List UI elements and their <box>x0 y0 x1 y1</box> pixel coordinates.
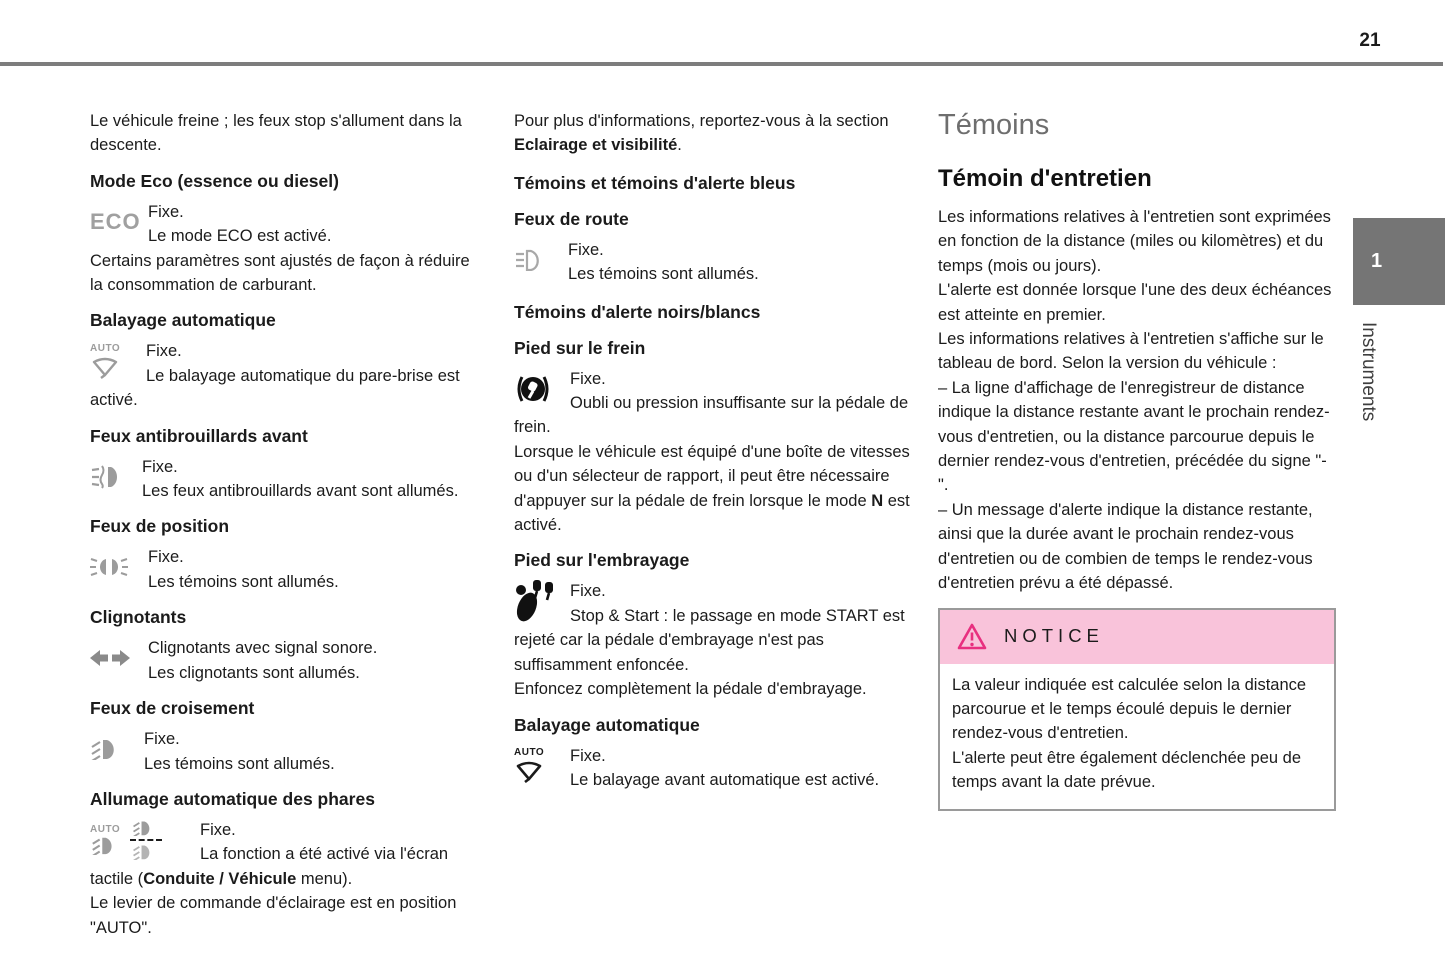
entry-heading: Pied sur l'embrayage <box>514 550 690 571</box>
entry-state: Fixe. <box>148 548 184 567</box>
entry-heading: Balayage automatique <box>514 714 700 735</box>
entry-note: Enfoncez complètement la pédale d'embrayage. <box>514 680 867 699</box>
entry-state: Clignotants avec signal sonore. <box>148 639 378 658</box>
chapter-tab <box>1353 218 1445 305</box>
entry-state: Fixe. <box>142 457 178 476</box>
auto-wiper-icon: AUTO <box>90 339 146 383</box>
notice-body <box>940 664 1334 809</box>
side-lamps-icon <box>90 545 148 589</box>
entry-description: Les témoins sont allumés. <box>568 265 759 284</box>
entry-description: Le mode ECO est activé. <box>148 227 332 246</box>
front-fog-lights-icon <box>90 455 142 499</box>
entry-description: Les clignotants sont allumés. <box>148 663 360 682</box>
entry-heading: Feux antibrouillards avant <box>90 425 308 446</box>
dipped-beam-icon <box>90 836 118 855</box>
chapter-tab-number: 1 <box>1371 250 1383 272</box>
dash-item: – Un message d'alerte indique la distance restante, ainsi que la durée avant le prochain rendez-vous d'entretien ou de combien de temps le rendez-vous d'entretien prévu a été dépassé. <box>938 500 1313 593</box>
entry-heading: Feux de croisement <box>90 698 255 719</box>
notice-header <box>940 610 1334 664</box>
body-paragraph: Les informations relatives à l'entretien sont exprimées en fonction de la distance (miles ou kilomètres) et du temps (mois ou jours). <box>938 208 1331 275</box>
entry-direction-indicators <box>90 606 484 685</box>
entry-side-lamps <box>90 515 484 594</box>
main-beam-icon <box>514 238 568 282</box>
entry-state: Fixe. <box>148 202 184 221</box>
entry-state: Fixe. <box>568 240 604 259</box>
headlamp-icon <box>130 844 156 860</box>
entry-note: Le levier de commande d'éclairage est en position "AUTO". <box>90 894 457 937</box>
auto-headlamps-icon: AUTO <box>90 818 200 862</box>
wiper-icon <box>514 759 544 783</box>
entry-heading: Pied sur le frein <box>514 337 646 358</box>
body-paragraph: Les informations relatives à l'entretien s'affiche sur le tableau de bord. Selon la version du véhicule : <box>938 330 1324 373</box>
entry-description: Les témoins sont allumés. <box>144 754 335 773</box>
entry-heading: Feux de position <box>90 516 230 537</box>
entry-note: Lorsque le véhicule est équipé d'une boîte de vitesses ou d'un sélecteur de rapport, il peut être nécessaire d'appuyer sur la pédale de frein lorsque le mode N est activé. <box>514 442 910 535</box>
notice-box <box>938 608 1336 811</box>
page-number: 21 <box>1359 30 1381 51</box>
entry-heading: Feux de route <box>514 208 629 229</box>
entry-state: Fixe. <box>570 746 606 765</box>
entry-description: Les témoins sont allumés. <box>148 572 339 591</box>
chapter-title: Témoins <box>938 109 1050 141</box>
entry-description: Le balayage avant automatique est activé. <box>570 770 880 789</box>
notice-paragraph: La valeur indiquée est calculée selon la distance parcourue et le temps écoulé depuis le dernier rendez-vous d'entretien. <box>952 675 1307 743</box>
entry-state: Fixe. <box>200 820 236 839</box>
entry-heading: Clignotants <box>90 607 187 628</box>
header-rule <box>0 62 1443 66</box>
group-heading-blue-warnings: Témoins et témoins d'alerte bleus <box>514 172 796 193</box>
column-right <box>938 109 1336 811</box>
column-middle <box>514 109 914 792</box>
entry-description: Stop & Start : le passage en mode START est rejeté car la pédale d'embrayage n'est pas suffisamment enfoncée. <box>514 606 905 674</box>
entry-description: Oubli ou pression insuffisante sur la pédale de frein. <box>514 394 909 437</box>
entry-auto-wiping <box>90 309 484 412</box>
entry-heading: Mode Eco (essence ou diesel) <box>90 170 339 191</box>
section-title: Témoin d'entretien <box>938 165 1152 192</box>
entry-dipped-beam <box>90 697 484 776</box>
intro-paragraph: Pour plus d'informations, reportez-vous à la section Eclairage et visibilité. <box>514 112 889 155</box>
entry-foot-on-clutch <box>514 549 914 701</box>
entry-state: Fixe. <box>570 582 606 601</box>
entry-heading: Balayage automatique <box>90 310 276 331</box>
entry-eco-mode <box>90 170 484 298</box>
entry-auto-headlamps <box>90 788 484 940</box>
warning-triangle-icon <box>957 623 987 650</box>
wiper-icon <box>90 355 120 379</box>
dash-item: – La ligne d'affichage de l'enregistreur de distance indique la distance restante avant le prochain rendez-vous d'entretien, ou la distance parcourue depuis le dernier rendez-vous d'entretien, précédée du signe "-". <box>938 378 1330 495</box>
dipped-beam-icon <box>90 727 144 771</box>
entry-description: Le balayage automatique du pare-brise est activé. <box>90 366 460 410</box>
column-left <box>90 109 484 940</box>
foot-on-brake-icon <box>514 367 570 411</box>
headlamp-icon <box>130 820 156 836</box>
entry-state: Fixe. <box>146 342 182 361</box>
chapter-side-label: Instruments <box>1358 322 1379 422</box>
intro-paragraph: Le véhicule freine ; les feux stop s'allument dans la descente. <box>90 112 462 155</box>
body-paragraph: L'alerte est donnée lorsque l'une des deux échéances est atteinte en premier. <box>938 281 1332 324</box>
direction-indicators-icon <box>90 636 148 680</box>
dashed-line <box>130 839 162 841</box>
entry-description: La fonction a été activé via l'écran tactile (Conduite / Véhicule menu). <box>90 845 449 888</box>
notice-paragraph: L'alerte peut être également déclenchée peu de temps avant la date prévue. <box>952 748 1301 792</box>
auto-wiper-icon: AUTO <box>514 744 570 788</box>
entry-heading: Allumage automatique des phares <box>90 788 375 809</box>
notice-title: NOTICE <box>1004 625 1104 647</box>
entry-foot-on-brake <box>514 337 914 538</box>
foot-on-clutch-icon <box>514 579 570 623</box>
entry-note: Certains paramètres sont ajustés de façon à réduire la consommation de carburant. <box>90 251 470 295</box>
entry-state: Fixe. <box>144 730 180 749</box>
entry-main-beam <box>514 208 914 287</box>
group-heading-bw-warnings: Témoins d'alerte noirs/blancs <box>514 301 761 322</box>
entry-state: Fixe. <box>570 369 606 388</box>
entry-front-fog <box>90 425 484 504</box>
entry-auto-wiping-front <box>514 714 914 793</box>
eco-mode-icon: ECO <box>90 208 141 234</box>
entry-description: Les feux antibrouillards avant sont allumés. <box>142 482 459 501</box>
